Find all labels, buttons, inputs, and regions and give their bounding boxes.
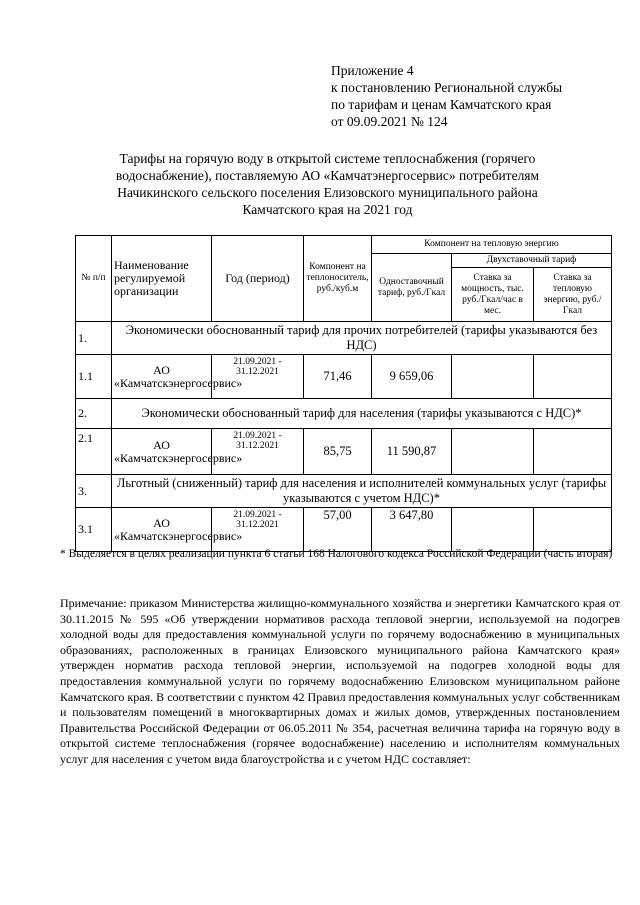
row-energy bbox=[534, 429, 612, 475]
row-period: 21.09.2021 - 31.12.2021 bbox=[212, 429, 304, 475]
table-row bbox=[76, 355, 612, 399]
section-num: 2. bbox=[76, 399, 112, 429]
row-energy bbox=[534, 508, 612, 552]
section-row-1 bbox=[76, 322, 612, 355]
section-row-2 bbox=[76, 399, 612, 429]
section-title: Экономически обоснованный тариф для прочих потребителей (тарифы указываются без НДС) bbox=[112, 322, 612, 355]
appendix-line-3: по тарифам и ценам Камчатского края bbox=[331, 97, 552, 112]
header-two-part: Двухставочный тариф bbox=[452, 254, 612, 268]
row-one-part: 9 659,06 bbox=[372, 355, 452, 399]
appendix-line-1: Приложение 4 bbox=[331, 63, 414, 78]
row-capacity bbox=[452, 429, 534, 475]
row-carrier: 71,46 bbox=[304, 355, 372, 399]
note-paragraph: Примечание: приказом Министерства жилищно-коммунального хозяйства и энергетики Камчатского края от 30.11.2015 № 595 «Об утверждении нормативов расхода тепловой энергии, используемой на подогрев холодной воды для предоставления коммунальной услуги по горячему водоснабжению в муниципальных образованиях, расположенных в границах Елизовского муниципального района Камчатского края» утвержден норматив расхода тепловой энергии, используемой на подогрев холодной воды для предоставления коммунальной услуги по горячему водоснабжению Елизовском муниципальном районе Камчатского края. В соответствии с пунктом 42 Правил предоставления коммунальных услуг собственникам и пользователям помещений в многоквартирных домах и жилых домов, утвержденных постановлением Правительства Российской Федерации от 06.05.2011 № 354, расчетная величина тарифа на горячую воду в открытой системе теплоснабжения (горячее водоснабжение) населению и исполнителям коммунальных услуг для населения с учетом вида благоустройства и с учетом НДС составляет: bbox=[60, 596, 620, 766]
row-org: АО «Камчатскэнергосервис» bbox=[112, 508, 212, 552]
appendix-line-2: к постановлению Региональной службы bbox=[331, 80, 563, 95]
row-energy bbox=[534, 355, 612, 399]
header-num: № п/п bbox=[76, 236, 112, 322]
section-num: 3. bbox=[76, 475, 112, 508]
table-row bbox=[76, 508, 612, 552]
row-one-part: 11 590,87 bbox=[372, 429, 452, 475]
header-heat-component: Компонент на тепловую энергию bbox=[372, 236, 612, 254]
document-title: Тарифы на горячую воду в открытой системе теплоснабжения (горячего водоснабжение), поставляемую АО «Камчатэнергосервис» потребителям Начикинского сельского поселения Елизовского муниципального района Камчатского края на 2021 год bbox=[115, 151, 540, 217]
appendix-heading bbox=[331, 62, 621, 130]
row-org: АО «Камчатскэнергосервис» bbox=[112, 429, 212, 475]
tariff-table bbox=[75, 235, 612, 552]
row-num: 2.1 bbox=[76, 429, 112, 475]
header-carrier: Компонент на теплоноситель, руб./куб.м bbox=[304, 236, 372, 322]
row-capacity bbox=[452, 508, 534, 552]
row-num: 3.1 bbox=[76, 508, 112, 552]
appendix-line-4: от 09.09.2021 № 124 bbox=[331, 114, 448, 129]
header-row-1 bbox=[76, 236, 612, 254]
row-org: АО «Камчатскэнергосервис» bbox=[112, 355, 212, 399]
section-title: Экономически обоснованный тариф для населения (тарифы указываются с НДС)* bbox=[112, 399, 612, 429]
section-num: 1. bbox=[76, 322, 112, 355]
row-period: 21.09.2021 - 31.12.2021 bbox=[212, 508, 304, 552]
header-energy: Ставка за тепловую энергию, руб./Гкал bbox=[534, 268, 612, 322]
section-row-3 bbox=[76, 475, 612, 508]
header-one-part: Одноставочный тариф, руб./Гкал bbox=[372, 254, 452, 322]
header-period: Год (период) bbox=[212, 236, 304, 322]
table-row bbox=[76, 429, 612, 475]
header-org: Наименование регулируемой организации bbox=[112, 236, 212, 322]
row-period: 21.09.2021 - 31.12.2021 bbox=[212, 355, 304, 399]
section-title: Льготный (сниженный) тариф для населения и исполнителей коммунальных услуг (тарифы указываются с учетом НДС)* bbox=[112, 475, 612, 508]
footnote: * Выделяется в целях реализации пункта 6 статьи 168 Налогового кодекса Российской Федерации (часть вторая) bbox=[60, 548, 613, 560]
row-carrier: 57,00 bbox=[304, 508, 372, 552]
row-num: 1.1 bbox=[76, 355, 112, 399]
header-capacity: Ставка за мощность, тыс. руб./Гкал/час в мес. bbox=[452, 268, 534, 322]
row-carrier: 85,75 bbox=[304, 429, 372, 475]
row-capacity bbox=[452, 355, 534, 399]
row-one-part: 3 647,80 bbox=[372, 508, 452, 552]
